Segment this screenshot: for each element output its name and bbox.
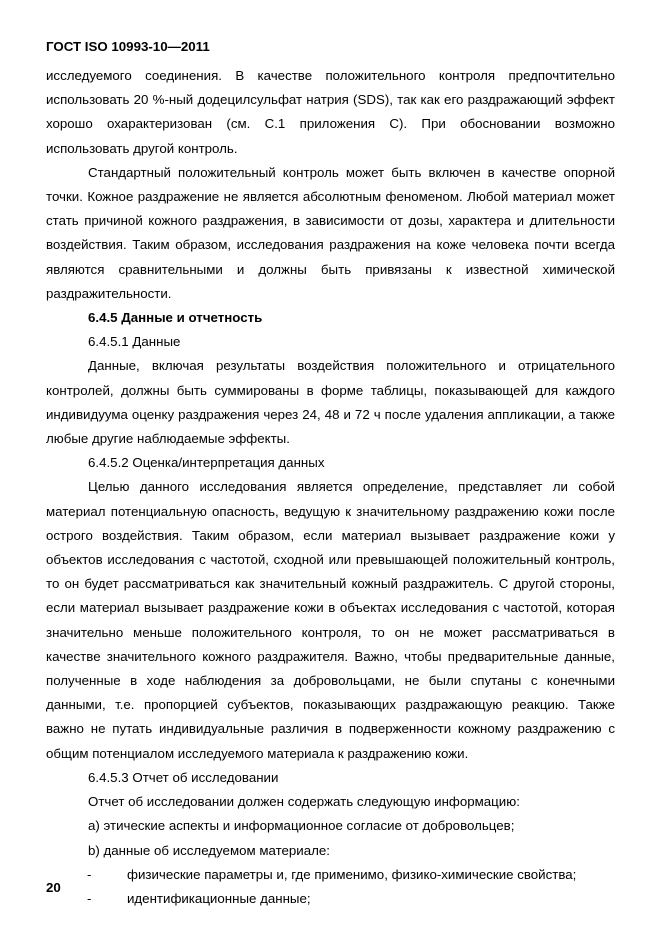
subsection-heading-6-4-5-3: 6.4.5.3 Отчет об исследовании [88, 769, 279, 785]
paragraph-continuation: исследуемого соединения. В качестве положительного контроля предпочтительно использовать 20 %-ный додецилсульфат натрия (SDS), так как его раздражающий эффект хорошо охарактеризован (см. С.1 приложения С). При обосновании возможно использовать другой контроль. [46, 68, 615, 156]
page-number: 20 [46, 880, 61, 895]
dash-item-text: физические параметры и, где применимо, физико-химические свойства; [127, 866, 577, 882]
paragraph-interpretation: Целью данного исследования является определение, представляет ли собой материал потенциальную опасность, ведущую к значительному раздражению кожи после острого воздействия. Таким образом, если материал вызывает раздражение кожи у объектов исследования с частотой, сходной или превышающей положительный контроль, то он будет рассматриваться как значительный кожный раздражитель. С другой стороны, если материал вызывает раздражение кожи в объектах исследования с частотой, которая значительно меньше положительного контроля, то он не может рассматриваться в качестве значительного кожного раздражителя. Важно, чтобы предварительные данные, полученные в ходе наблюдения за добровольцами, не были спутаны с конечными данными, т.е. пропорцией субъектов, показывающих раздражающую реакцию. Также важно не путать индивидуальные различия в подверженности кожному раздражению с общим потенциалом исследуемого материала к раздражению кожи. [46, 479, 615, 761]
dash-list-item [46, 887, 615, 911]
paragraph-positive-control: Стандартный положительный контроль может быть включен в качестве опорной точки. Кожное раздражение не является абсолютным феноменом. Любой материал может стать причиной кожного раздражения, в зависимости от дозы, характера и длительности воздействия. Таким образом, исследования раздражения на коже человека почти всегда являются сравнительными и должны быть привязаны к известной химической раздражительности. [46, 164, 615, 301]
list-item-a: a) этические аспекты и информационное согласие от добровольцев; [88, 818, 515, 834]
subsection-heading-6-4-5-1: 6.4.5.1 Данные [88, 334, 181, 350]
dash-item-text: идентификационные данные; [127, 890, 311, 906]
section-heading-6-4-5: 6.4.5 Данные и отчетность [88, 310, 263, 326]
dash-list-item [46, 863, 615, 887]
document-header: ГОСТ ISO 10993-10—2011 [46, 39, 210, 54]
subsection-heading-6-4-5-2: 6.4.5.2 Оценка/интерпретация данных [88, 455, 325, 471]
list-item-b: b) данные об исследуемом материале: [88, 842, 330, 858]
page-body [46, 64, 615, 911]
dash-marker: - [87, 890, 92, 906]
dash-marker: - [87, 866, 92, 882]
paragraph-data: Данные, включая результаты воздействия положительного и отрицательного контролей, должны быть суммированы в форме таблицы, показывающей для каждого индивидуума оценку раздражения через 24, 48 и 72 ч после удаления аппликации, а также любые другие наблюдаемые эффекты. [46, 358, 615, 447]
paragraph-report-intro: Отчет об исследовании должен содержать следующую информацию: [88, 794, 520, 810]
